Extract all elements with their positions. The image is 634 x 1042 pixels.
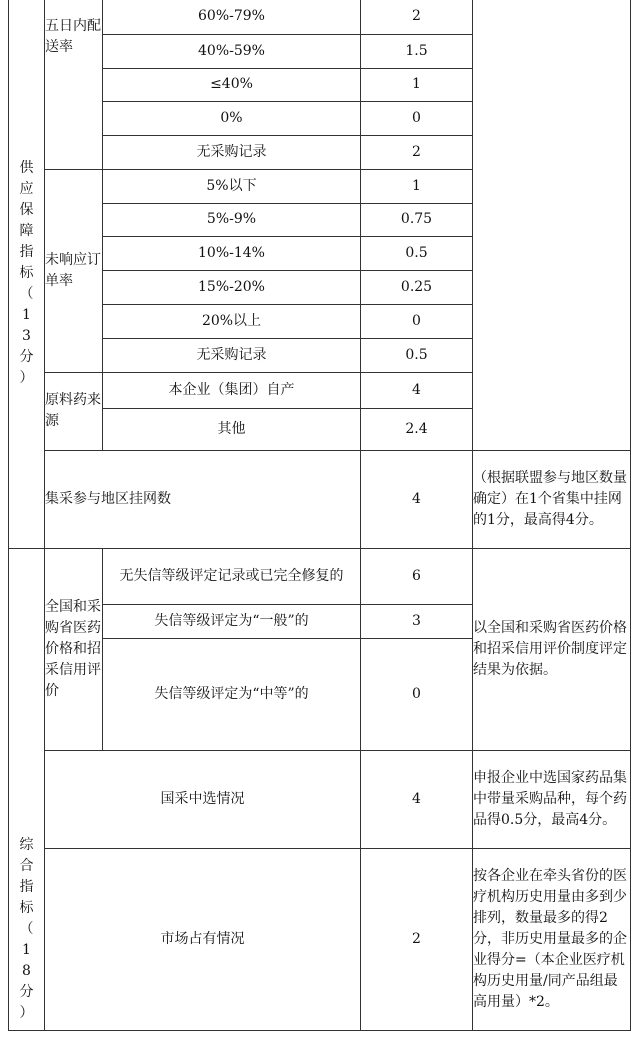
score-cell: 0: [361, 304, 473, 338]
national-label: 国采中选情况: [45, 750, 361, 848]
score-cell: 2: [361, 135, 473, 169]
table-row: [9, 450, 631, 548]
range-cell: 40%-59%: [103, 34, 361, 68]
supply-category-char: 1: [22, 307, 31, 324]
network-label: 集采参与地区挂网数: [45, 450, 361, 548]
score-cell: 4: [361, 750, 473, 848]
national-remark: 申报企业中选国家药品集中带量采购品种，每个药品得0.5分，最高4分。: [473, 750, 631, 848]
supply-category-char: 应: [19, 181, 34, 198]
comprehensive-category-char: 标: [19, 899, 34, 916]
score-cell: 6: [361, 548, 473, 604]
unresponsive-label-cell: [45, 169, 103, 372]
range-cell: 其他: [103, 408, 361, 450]
score-cell: 2.4: [361, 408, 473, 450]
table-row: [9, 0, 631, 34]
range-cell: 5%以下: [103, 169, 361, 203]
range-cell: 无失信等级评定记录或已完全修复的: [103, 548, 361, 604]
raw-material-label: 原料药来源: [45, 392, 101, 429]
score-cell: 1: [361, 169, 473, 203]
scoring-table: [8, 0, 631, 1031]
range-cell: 0%: [103, 101, 361, 135]
comprehensive-category-char: 1: [22, 941, 31, 958]
range-cell: 60%-79%: [103, 0, 361, 34]
range-cell: 失信等级评定为“一般”的: [103, 604, 361, 638]
supply-category-char: 3: [22, 328, 31, 345]
comprehensive-category-char: 合: [19, 857, 34, 874]
score-cell: 3: [361, 604, 473, 638]
range-cell: 本企业（集团）自产: [103, 372, 361, 408]
credit-label-cell: [45, 548, 103, 750]
score-cell: 4: [361, 450, 473, 548]
delivery-label: 五日内配送率: [45, 18, 101, 55]
range-cell: 10%-14%: [103, 236, 361, 270]
supply-category-char: （: [19, 286, 34, 303]
market-label: 市场占有情况: [45, 848, 361, 1030]
supply-category-char: 分: [19, 349, 34, 366]
range-cell: 20%以上: [103, 304, 361, 338]
credit-remark: 以全国和采购省医药价格和招采信用评价制度评定结果为依据。: [473, 548, 631, 750]
supply-category-char: 标: [19, 265, 34, 282]
range-cell: 失信等级评定为“中等”的: [103, 638, 361, 750]
table-row: [9, 548, 631, 604]
range-cell: 15%-20%: [103, 270, 361, 304]
score-cell: 2: [361, 848, 473, 1030]
delivery-label-cell: [45, 0, 103, 169]
comprehensive-category-label: [20, 835, 34, 1030]
score-cell: 0.5: [361, 338, 473, 372]
supply-category-char: ）: [19, 370, 34, 387]
comprehensive-category-char: ）: [19, 1004, 34, 1021]
score-cell: 1: [361, 68, 473, 101]
comprehensive-category-char: 综: [19, 836, 34, 853]
supply-category-char: 指: [19, 244, 34, 261]
market-remark: 按各企业在牵头省份的医疗机构历史用量由多到少排列，数量最多的得2分，非历史用量最多的企业得分=（本企业医疗机构历史用量/同产品组最高用量）*2。: [473, 848, 631, 1030]
supply-category-char: 保: [19, 202, 34, 219]
comprehensive-category-char: 分: [19, 983, 34, 1000]
unresponsive-label: 未响应订单率: [45, 251, 101, 289]
range-cell: ≤40%: [103, 68, 361, 101]
score-cell: 4: [361, 372, 473, 408]
comprehensive-category-cell: [9, 548, 45, 1030]
supply-category-cell: [9, 0, 45, 548]
score-cell: 0.75: [361, 203, 473, 236]
supply-category-label: [20, 158, 34, 389]
table-row: [9, 750, 631, 848]
comprehensive-category-char: （: [19, 920, 34, 937]
network-remark: （根据联盟参与地区数量确定）在1个省集中挂网的1分，最高得4分。: [473, 450, 631, 548]
range-cell: 5%-9%: [103, 203, 361, 236]
remark-cell-empty: [473, 0, 631, 450]
table-row: [9, 848, 631, 1030]
score-cell: 0: [361, 638, 473, 750]
score-cell: 2: [361, 0, 473, 34]
score-cell: 0.25: [361, 270, 473, 304]
comprehensive-category-char: 指: [19, 878, 34, 895]
score-cell: 0: [361, 101, 473, 135]
range-cell: 无采购记录: [103, 338, 361, 372]
credit-label: 全国和采购省医药价格和招采信用评价: [45, 598, 101, 699]
supply-category-char: 供: [19, 160, 34, 177]
comprehensive-category-char: 8: [22, 962, 31, 979]
raw-material-label-cell: [45, 372, 103, 450]
score-cell: 1.5: [361, 34, 473, 68]
range-cell: 无采购记录: [103, 135, 361, 169]
score-cell: 0.5: [361, 236, 473, 270]
supply-category-char: 障: [19, 223, 34, 240]
